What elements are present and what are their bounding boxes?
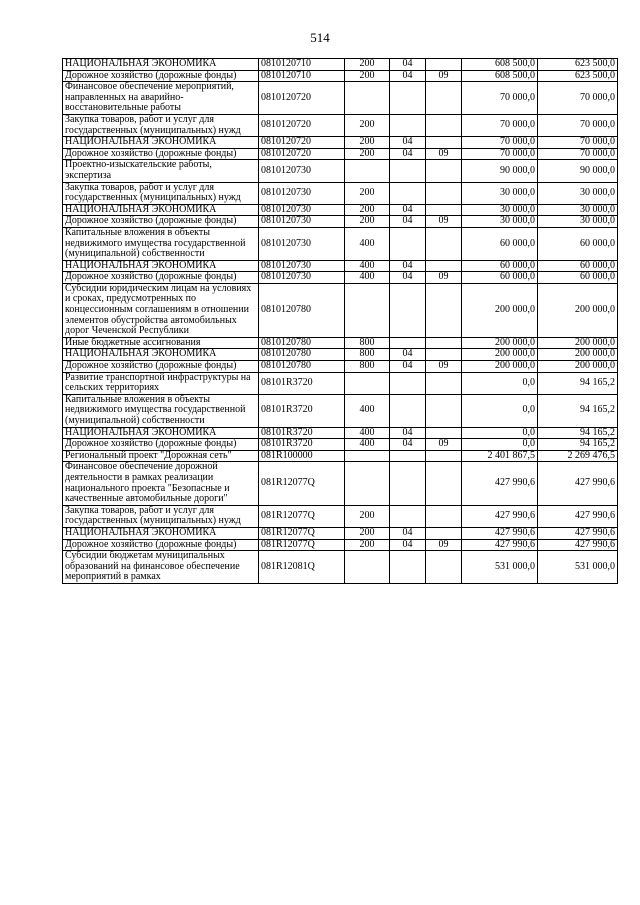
item-name-cell: Проектно-изыскательские работы, экспертиза [63, 160, 259, 182]
subsection-cell [426, 227, 462, 260]
item-name-cell: Дорожное хозяйство (дорожные фонды) [63, 272, 259, 284]
section-cell [390, 227, 426, 260]
target-code-cell: 0810120730 [259, 182, 345, 204]
section-cell [390, 160, 426, 182]
table-row [63, 349, 618, 361]
subsection-cell [426, 160, 462, 182]
section-cell [390, 394, 426, 427]
item-name-cell: НАЦИОНАЛЬНАЯ ЭКОНОМИКА [63, 59, 259, 71]
subsection-cell [426, 394, 462, 427]
section-cell: 04 [390, 361, 426, 373]
section-cell [390, 182, 426, 204]
target-code-cell: 081R100000 [259, 450, 345, 462]
subsection-cell: 09 [426, 272, 462, 284]
amount-2022-cell: 70 000,0 [462, 148, 538, 160]
subsection-cell [426, 82, 462, 115]
amount-2023-cell: 94 165,2 [538, 427, 618, 439]
target-code-cell: 08101R3720 [259, 372, 345, 394]
item-name-cell: Закупка товаров, работ и услуг для государственных (муниципальных) нужд [63, 114, 259, 136]
amount-2022-cell: 427 990,6 [462, 505, 538, 527]
table-row [63, 427, 618, 439]
expense-type-cell: 200 [345, 204, 390, 216]
table-row [63, 204, 618, 216]
target-code-cell: 0810120720 [259, 137, 345, 149]
target-code-cell: 0810120730 [259, 260, 345, 272]
target-code-cell: 081R12077Q [259, 462, 345, 505]
subsection-cell: 09 [426, 148, 462, 160]
amount-2023-cell: 200 000,0 [538, 361, 618, 373]
target-code-cell: 0810120780 [259, 337, 345, 349]
target-code-cell: 0810120710 [259, 59, 345, 71]
item-name-cell: НАЦИОНАЛЬНАЯ ЭКОНОМИКА [63, 204, 259, 216]
subsection-cell [426, 337, 462, 349]
target-code-cell: 0810120730 [259, 272, 345, 284]
amount-2023-cell: 30 000,0 [538, 182, 618, 204]
section-cell: 04 [390, 349, 426, 361]
table-row [63, 551, 618, 584]
item-name-cell: НАЦИОНАЛЬНАЯ ЭКОНОМИКА [63, 137, 259, 149]
amount-2023-cell: 30 000,0 [538, 216, 618, 228]
section-cell [390, 505, 426, 527]
section-cell: 04 [390, 527, 426, 539]
section-cell: 04 [390, 272, 426, 284]
subsection-cell [426, 114, 462, 136]
subsection-cell [426, 527, 462, 539]
amount-2022-cell: 2 401 867,5 [462, 450, 538, 462]
item-name-cell: НАЦИОНАЛЬНАЯ ЭКОНОМИКА [63, 349, 259, 361]
page-number: 514 [310, 30, 330, 45]
subsection-cell [426, 204, 462, 216]
subsection-cell [426, 137, 462, 149]
subsection-cell [426, 372, 462, 394]
amount-2023-cell: 623 500,0 [538, 59, 618, 71]
subsection-cell [426, 182, 462, 204]
amount-2022-cell: 30 000,0 [462, 204, 538, 216]
section-cell [390, 283, 426, 337]
expense-type-cell: 800 [345, 349, 390, 361]
amount-2022-cell: 200 000,0 [462, 361, 538, 373]
expense-type-cell: 200 [345, 182, 390, 204]
expense-type-cell [345, 82, 390, 115]
subsection-cell [426, 462, 462, 505]
target-code-cell: 0810120720 [259, 82, 345, 115]
item-name-cell: Закупка товаров, работ и услуг для государственных (муниципальных) нужд [63, 182, 259, 204]
item-name-cell: Дорожное хозяйство (дорожные фонды) [63, 70, 259, 82]
amount-2022-cell: 90 000,0 [462, 160, 538, 182]
expense-type-cell [345, 551, 390, 584]
table-row [63, 505, 618, 527]
subsection-cell [426, 450, 462, 462]
expense-type-cell: 200 [345, 216, 390, 228]
table-row [63, 527, 618, 539]
item-name-cell: Финансовое обеспечение дорожной деятельности в рамках реализации национального проекта "Безопасные и качественные автомобильные дороги" [63, 462, 259, 505]
section-cell: 04 [390, 539, 426, 551]
section-cell: 04 [390, 260, 426, 272]
expense-type-cell: 200 [345, 148, 390, 160]
target-code-cell: 081R12077Q [259, 505, 345, 527]
amount-2022-cell: 0,0 [462, 372, 538, 394]
item-name-cell: Иные бюджетные ассигнования [63, 337, 259, 349]
expense-type-cell: 800 [345, 337, 390, 349]
amount-2023-cell: 60 000,0 [538, 272, 618, 284]
subsection-cell [426, 427, 462, 439]
expense-type-cell: 400 [345, 227, 390, 260]
amount-2022-cell: 0,0 [462, 439, 538, 451]
item-name-cell: Дорожное хозяйство (дорожные фонды) [63, 539, 259, 551]
target-code-cell: 0810120780 [259, 349, 345, 361]
section-cell [390, 450, 426, 462]
table-body [63, 59, 618, 584]
amount-2023-cell: 427 990,6 [538, 527, 618, 539]
section-cell: 04 [390, 59, 426, 71]
amount-2023-cell: 90 000,0 [538, 160, 618, 182]
table-row [63, 283, 618, 337]
section-cell [390, 372, 426, 394]
expense-type-cell [345, 372, 390, 394]
item-name-cell: Капитальные вложения в объекты недвижимого имущества государственной (муниципальной) собственности [63, 227, 259, 260]
expense-type-cell [345, 462, 390, 505]
target-code-cell: 0810120730 [259, 216, 345, 228]
item-name-cell: Дорожное хозяйство (дорожные фонды) [63, 361, 259, 373]
amount-2022-cell: 70 000,0 [462, 82, 538, 115]
target-code-cell: 081R12081Q [259, 551, 345, 584]
item-name-cell: Закупка товаров, работ и услуг для государственных (муниципальных) нужд [63, 505, 259, 527]
amount-2023-cell: 200 000,0 [538, 349, 618, 361]
target-code-cell: 0810120730 [259, 160, 345, 182]
target-code-cell: 0810120780 [259, 361, 345, 373]
expense-type-cell: 400 [345, 427, 390, 439]
target-code-cell: 08101R3720 [259, 439, 345, 451]
amount-2022-cell: 60 000,0 [462, 272, 538, 284]
subsection-cell: 09 [426, 439, 462, 451]
amount-2023-cell: 60 000,0 [538, 227, 618, 260]
expense-type-cell: 400 [345, 394, 390, 427]
target-code-cell: 0810120730 [259, 204, 345, 216]
amount-2023-cell: 94 165,2 [538, 439, 618, 451]
amount-2022-cell: 60 000,0 [462, 227, 538, 260]
section-cell [390, 551, 426, 584]
item-name-cell: Дорожное хозяйство (дорожные фонды) [63, 216, 259, 228]
expense-type-cell: 200 [345, 137, 390, 149]
amount-2022-cell: 30 000,0 [462, 182, 538, 204]
expense-type-cell: 400 [345, 272, 390, 284]
section-cell: 04 [390, 137, 426, 149]
target-code-cell: 08101R3720 [259, 427, 345, 439]
section-cell: 04 [390, 70, 426, 82]
table-row [63, 227, 618, 260]
table-row [63, 260, 618, 272]
expense-type-cell: 200 [345, 505, 390, 527]
amount-2023-cell: 2 269 476,5 [538, 450, 618, 462]
item-name-cell: НАЦИОНАЛЬНАЯ ЭКОНОМИКА [63, 260, 259, 272]
amount-2023-cell: 70 000,0 [538, 148, 618, 160]
amount-2022-cell: 0,0 [462, 427, 538, 439]
table-row [63, 160, 618, 182]
amount-2022-cell: 70 000,0 [462, 114, 538, 136]
table-row [63, 82, 618, 115]
table-row [63, 337, 618, 349]
amount-2022-cell: 60 000,0 [462, 260, 538, 272]
subsection-cell: 09 [426, 539, 462, 551]
amount-2023-cell: 427 990,6 [538, 539, 618, 551]
target-code-cell: 081R12077Q [259, 527, 345, 539]
amount-2023-cell: 94 165,2 [538, 394, 618, 427]
subsection-cell [426, 505, 462, 527]
table-row [63, 372, 618, 394]
section-cell [390, 337, 426, 349]
subsection-cell [426, 59, 462, 71]
section-cell [390, 114, 426, 136]
subsection-cell [426, 283, 462, 337]
section-cell: 04 [390, 148, 426, 160]
subsection-cell: 09 [426, 70, 462, 82]
amount-2023-cell: 60 000,0 [538, 260, 618, 272]
expense-type-cell [345, 160, 390, 182]
amount-2023-cell: 200 000,0 [538, 283, 618, 337]
amount-2023-cell: 94 165,2 [538, 372, 618, 394]
amount-2023-cell: 200 000,0 [538, 337, 618, 349]
amount-2022-cell: 427 990,6 [462, 462, 538, 505]
table-row [63, 439, 618, 451]
budget-table [62, 58, 618, 584]
amount-2023-cell: 70 000,0 [538, 82, 618, 115]
expense-type-cell: 800 [345, 361, 390, 373]
subsection-cell [426, 349, 462, 361]
amount-2022-cell: 30 000,0 [462, 216, 538, 228]
subsection-cell: 09 [426, 216, 462, 228]
table-row [63, 272, 618, 284]
target-code-cell: 0810120720 [259, 148, 345, 160]
expense-type-cell: 200 [345, 114, 390, 136]
table-row [63, 59, 618, 71]
table-row [63, 148, 618, 160]
item-name-cell: НАЦИОНАЛЬНАЯ ЭКОНОМИКА [63, 527, 259, 539]
target-code-cell: 08101R3720 [259, 394, 345, 427]
amount-2022-cell: 0,0 [462, 394, 538, 427]
expense-type-cell: 400 [345, 260, 390, 272]
table-row [63, 137, 618, 149]
expense-type-cell: 200 [345, 539, 390, 551]
amount-2023-cell: 427 990,6 [538, 462, 618, 505]
table-row [63, 182, 618, 204]
item-name-cell: Субсидии бюджетам муниципальных образований на финансовое обеспечение мероприятий в рамках [63, 551, 259, 584]
item-name-cell: Субсидии юридическим лицам на условиях и сроках, предусмотренных по концессионным соглашениям в отношении элементов обустройства автомобильных дорог Чеченской Республики [63, 283, 259, 337]
item-name-cell: Дорожное хозяйство (дорожные фонды) [63, 148, 259, 160]
table-row [63, 114, 618, 136]
target-code-cell: 0810120780 [259, 283, 345, 337]
amount-2022-cell: 427 990,6 [462, 527, 538, 539]
table-row [63, 462, 618, 505]
table-row [63, 361, 618, 373]
table-row [63, 450, 618, 462]
expense-type-cell: 200 [345, 70, 390, 82]
target-code-cell: 0810120730 [259, 227, 345, 260]
amount-2023-cell: 70 000,0 [538, 137, 618, 149]
amount-2022-cell: 70 000,0 [462, 137, 538, 149]
table-row [63, 70, 618, 82]
amount-2022-cell: 608 500,0 [462, 59, 538, 71]
subsection-cell [426, 260, 462, 272]
section-cell: 04 [390, 439, 426, 451]
table-row [63, 539, 618, 551]
expense-type-cell [345, 450, 390, 462]
amount-2022-cell: 200 000,0 [462, 337, 538, 349]
amount-2022-cell: 531 000,0 [462, 551, 538, 584]
amount-2023-cell: 531 000,0 [538, 551, 618, 584]
target-code-cell: 081R12077Q [259, 539, 345, 551]
table-row [63, 394, 618, 427]
expense-type-cell: 400 [345, 439, 390, 451]
expense-type-cell: 200 [345, 527, 390, 539]
section-cell: 04 [390, 216, 426, 228]
item-name-cell: Развитие транспортной инфраструктуры на сельских территориях [63, 372, 259, 394]
section-cell [390, 462, 426, 505]
item-name-cell: Капитальные вложения в объекты недвижимого имущества государственной (муниципальной) собственности [63, 394, 259, 427]
item-name-cell: Финансовое обеспечение мероприятий, направленных на аварийно-восстановительные работы [63, 82, 259, 115]
amount-2022-cell: 200 000,0 [462, 283, 538, 337]
section-cell: 04 [390, 204, 426, 216]
item-name-cell: НАЦИОНАЛЬНАЯ ЭКОНОМИКА [63, 427, 259, 439]
amount-2023-cell: 427 990,6 [538, 505, 618, 527]
amount-2023-cell: 623 500,0 [538, 70, 618, 82]
amount-2022-cell: 608 500,0 [462, 70, 538, 82]
subsection-cell [426, 551, 462, 584]
expense-type-cell [345, 283, 390, 337]
item-name-cell: Дорожное хозяйство (дорожные фонды) [63, 439, 259, 451]
amount-2022-cell: 427 990,6 [462, 539, 538, 551]
item-name-cell: Региональный проект "Дорожная сеть" [63, 450, 259, 462]
subsection-cell: 09 [426, 361, 462, 373]
section-cell [390, 82, 426, 115]
amount-2023-cell: 30 000,0 [538, 204, 618, 216]
expense-type-cell: 200 [345, 59, 390, 71]
section-cell: 04 [390, 427, 426, 439]
target-code-cell: 0810120720 [259, 114, 345, 136]
amount-2023-cell: 70 000,0 [538, 114, 618, 136]
target-code-cell: 0810120710 [259, 70, 345, 82]
table-row [63, 216, 618, 228]
amount-2022-cell: 200 000,0 [462, 349, 538, 361]
